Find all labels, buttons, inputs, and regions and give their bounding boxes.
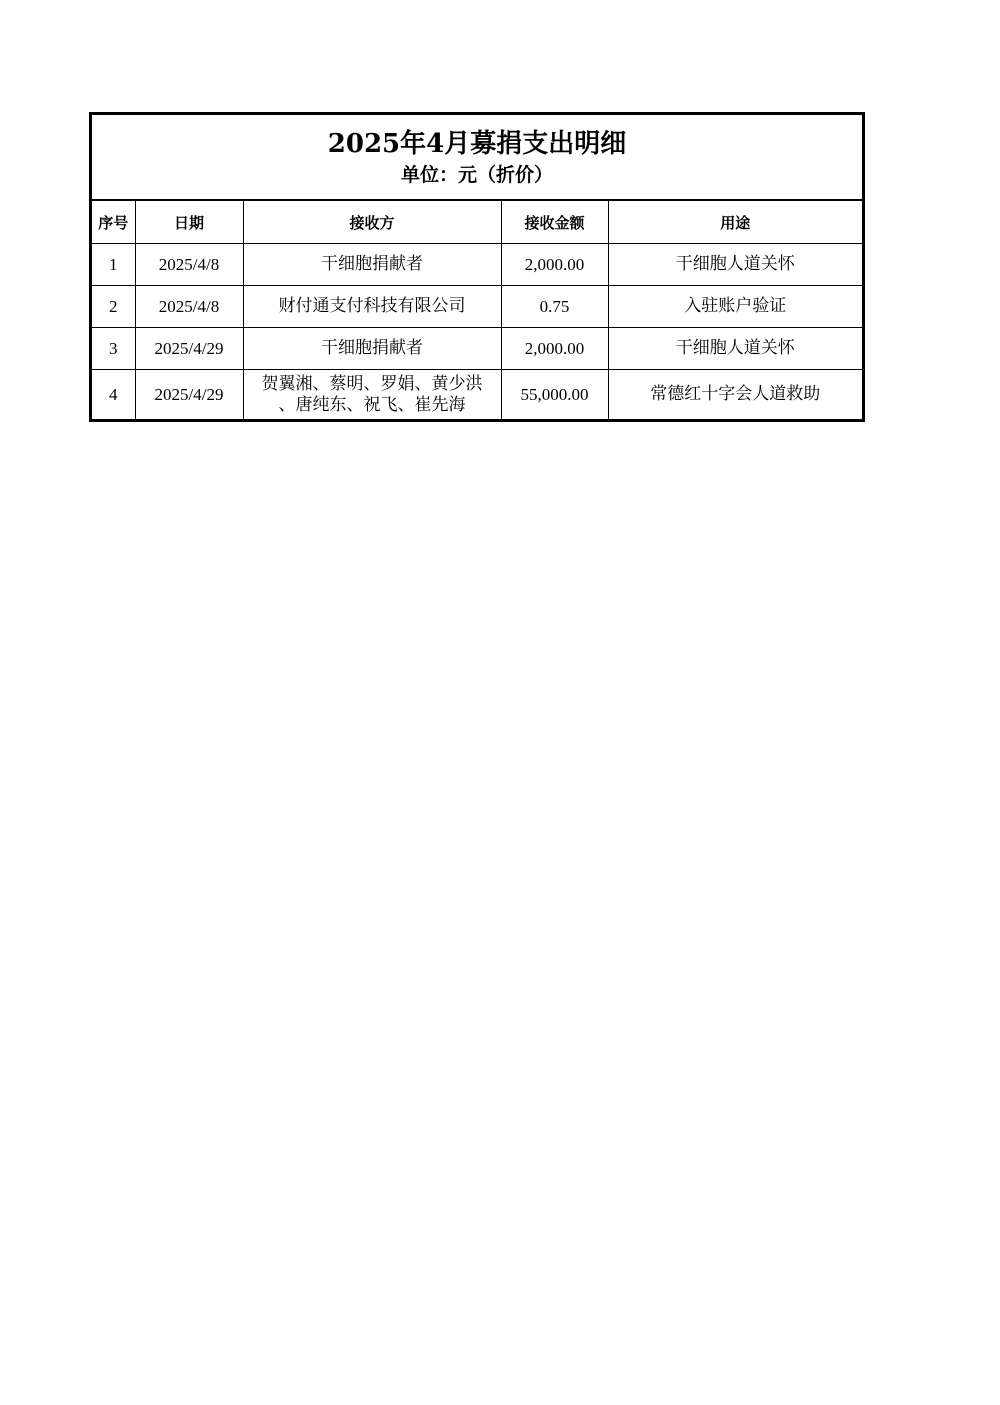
table-row [92, 328, 862, 370]
expense-table [92, 201, 862, 419]
unit-label: 单位：元（折价） [400, 164, 553, 186]
cell-index: 4 [92, 370, 135, 420]
header-recipient: 接收方 [243, 201, 501, 244]
cell-recipient: 干细胞捐献者 [243, 244, 501, 286]
table-row [92, 286, 862, 328]
expense-sheet [89, 112, 865, 422]
cell-date: 2025/4/29 [135, 370, 243, 420]
table-row [92, 244, 862, 286]
table-header-row [92, 201, 862, 244]
title-block [92, 115, 862, 201]
cell-index: 2 [92, 286, 135, 328]
header-index: 序号 [92, 201, 135, 244]
cell-purpose: 常德红十字会人道救助 [608, 370, 862, 420]
header-date: 日期 [135, 201, 243, 244]
cell-recipient: 财付通支付科技有限公司 [243, 286, 501, 328]
recipient-line-1: 贺翼湘、蔡明、罗娟、黄少洪 [261, 373, 483, 394]
cell-amount: 55,000.00 [501, 370, 608, 420]
document-title: 2025年4月募捐支出明细 [327, 129, 627, 159]
cell-date: 2025/4/8 [135, 286, 243, 328]
cell-recipient [243, 370, 501, 420]
cell-index: 3 [92, 328, 135, 370]
cell-purpose: 干细胞人道关怀 [608, 328, 862, 370]
header-purpose: 用途 [608, 201, 862, 244]
table-row [92, 370, 862, 420]
header-amount: 接收金额 [501, 201, 608, 244]
cell-purpose: 入驻账户验证 [608, 286, 862, 328]
cell-amount: 0.75 [501, 286, 608, 328]
cell-recipient: 干细胞捐献者 [243, 328, 501, 370]
cell-index: 1 [92, 244, 135, 286]
cell-date: 2025/4/8 [135, 244, 243, 286]
recipient-line-2: 、唐纯东、祝飞、崔先海 [278, 394, 466, 415]
cell-amount: 2,000.00 [501, 328, 608, 370]
cell-amount: 2,000.00 [501, 244, 608, 286]
cell-purpose: 干细胞人道关怀 [608, 244, 862, 286]
cell-date: 2025/4/29 [135, 328, 243, 370]
